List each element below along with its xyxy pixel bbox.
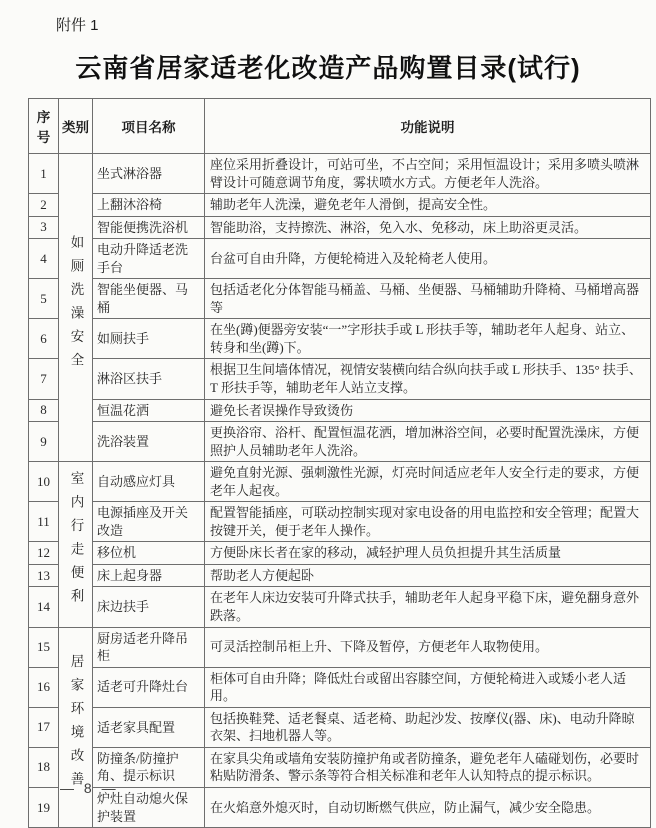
function-desc-cell: 座位采用折叠设计，可站可坐，不占空间；采用恒温设计；采用多喷头喷淋臂设计可随意调节角度，雾状喷水方式。方便老年人洗浴。 [205,154,651,194]
row-number-cell: 7 [29,359,59,399]
header-category: 类别 [59,99,93,154]
table-row [29,239,651,279]
item-name-cell: 厨房适老升降吊柜 [93,627,205,667]
function-desc-cell: 在坐(蹲)便器旁安装“一”字形扶手或 L 形扶手等，辅助老年人起身、站立、转身和坐(蹲)下。 [205,319,651,359]
catalog-table-body [29,154,651,828]
table-row [29,462,651,502]
row-number-cell: 14 [29,587,59,627]
function-desc-cell: 更换浴帘、浴杆、配置恒温花洒，增加淋浴空间，必要时配置洗澡床，方便照护人员辅助老年人洗浴。 [205,422,651,462]
header-serial-number: 序号 [29,99,59,154]
table-row [29,422,651,462]
item-name-cell: 防撞条/防撞护角、提示标识 [93,747,205,787]
item-name-cell: 如厕扶手 [93,319,205,359]
category-label: 室内行走便利 [68,471,84,613]
item-name-cell: 恒温花洒 [93,399,205,422]
function-desc-cell: 在老年人床边安装可升降式扶手，辅助老年人起身平稳下床，避免翻身意外跌落。 [205,587,651,627]
row-number-cell: 1 [29,154,59,194]
row-number-cell: 4 [29,239,59,279]
row-number-cell: 18 [29,747,59,787]
category-label: 居家环境改善 [68,654,84,796]
function-desc-cell: 方便卧床长者在家的移动，减轻护理人员负担提升其生活质量 [205,542,651,565]
row-number-cell: 11 [29,502,59,542]
attachment-label: 附件 1 [56,17,99,34]
function-desc-cell: 配置智能插座，可联动控制实现对家电设备的用电监控和安全管理；配置大按键开关，便于老年人操作。 [205,502,651,542]
item-name-cell: 坐式淋浴器 [93,154,205,194]
table-row [29,747,651,787]
function-desc-cell: 可灵活控制吊柜上升、下降及暂停，方便老年人取物使用。 [205,627,651,667]
category-cell [59,462,93,627]
header-function-desc: 功能说明 [205,99,651,154]
row-number-cell: 3 [29,216,59,239]
table-row [29,359,651,399]
table-row [29,154,651,194]
table-row [29,667,651,707]
table-row [29,319,651,359]
item-name-cell: 电源插座及开关改造 [93,502,205,542]
item-name-cell: 智能坐便器、马桶 [93,279,205,319]
function-desc-cell: 在家具尖角或墙角安装防撞护角或者防撞条，避免老年人磕碰划伤，必要时粘贴防滑条、警示条等符合相关标准和老年人认知特点的提示标识。 [205,747,651,787]
table-row [29,279,651,319]
item-name-cell: 炉灶自动熄火保护装置 [93,787,205,827]
row-number-cell: 15 [29,627,59,667]
row-number-cell: 6 [29,319,59,359]
table-header-row [29,99,651,154]
page-title: 云南省居家适老化改造产品购置目录(试行) [75,53,581,83]
item-name-cell: 洗浴装置 [93,422,205,462]
table-row [29,564,651,587]
item-name-cell: 智能便携洗浴机 [93,216,205,239]
table-row [29,707,651,747]
function-desc-cell: 包括换鞋凳、适老餐桌、适老椅、助起沙发、按摩仪(器、床)、电动升降晾衣架、扫地机器人等。 [205,707,651,747]
function-desc-cell: 包括适老化分体智能马桶盖、马桶、坐便器、马桶辅助升降椅、马桶增高器等 [205,279,651,319]
item-name-cell: 床边扶手 [93,587,205,627]
catalog-table [28,98,651,828]
item-name-cell: 适老家具配置 [93,707,205,747]
row-number-cell: 9 [29,422,59,462]
function-desc-cell: 柜体可自由升降；降低灶台或留出容膝空间，方便轮椅进入或矮小老人适用。 [205,667,651,707]
row-number-cell: 2 [29,194,59,217]
row-number-cell: 5 [29,279,59,319]
function-desc-cell: 避免长者误操作导致烫伤 [205,399,651,422]
row-number-cell: 19 [29,787,59,827]
function-desc-cell: 避免直射光源、强刺激性光源，灯亮时间适应老年人安全行走的要求，方便老年人起夜。 [205,462,651,502]
item-name-cell: 适老可升降灶台 [93,667,205,707]
row-number-cell: 8 [29,399,59,422]
function-desc-cell: 根据卫生间墙体情况，视情安装横向结合纵向扶手或 L 形扶手、135° 扶手、T 形扶手等，辅助老年人站立支撑。 [205,359,651,399]
item-name-cell: 电动升降适老洗手台 [93,239,205,279]
category-cell [59,154,93,462]
function-desc-cell: 在火焰意外熄灭时，自动切断燃气供应，防止漏气，减少安全隐患。 [205,787,651,827]
function-desc-cell: 台盆可自由升降，方便轮椅进入及轮椅老人使用。 [205,239,651,279]
category-label: 如厕洗澡安全 [68,234,84,376]
row-number-cell: 12 [29,542,59,565]
item-name-cell: 自动感应灯具 [93,462,205,502]
item-name-cell: 床上起身器 [93,564,205,587]
function-desc-cell: 智能助浴，支持擦洗、淋浴，免入水、免移动，床上助浴更灵活。 [205,216,651,239]
header-item-name: 项目名称 [93,99,205,154]
item-name-cell: 上翻沐浴椅 [93,194,205,217]
table-row [29,216,651,239]
item-name-cell: 淋浴区扶手 [93,359,205,399]
row-number-cell: 13 [29,564,59,587]
item-name-cell: 移位机 [93,542,205,565]
function-desc-cell: 帮助老人方便起卧 [205,564,651,587]
table-row [29,587,651,627]
table-row [29,627,651,667]
row-number-cell: 16 [29,667,59,707]
table-row [29,194,651,217]
page-number: — 8 — [60,780,119,796]
row-number-cell: 17 [29,707,59,747]
row-number-cell: 10 [29,462,59,502]
table-row [29,502,651,542]
category-cell [59,627,93,827]
table-row [29,399,651,422]
table-row [29,542,651,565]
function-desc-cell: 辅助老年人洗澡，避免老年人滑倒，提高安全性。 [205,194,651,217]
table-row [29,787,651,827]
